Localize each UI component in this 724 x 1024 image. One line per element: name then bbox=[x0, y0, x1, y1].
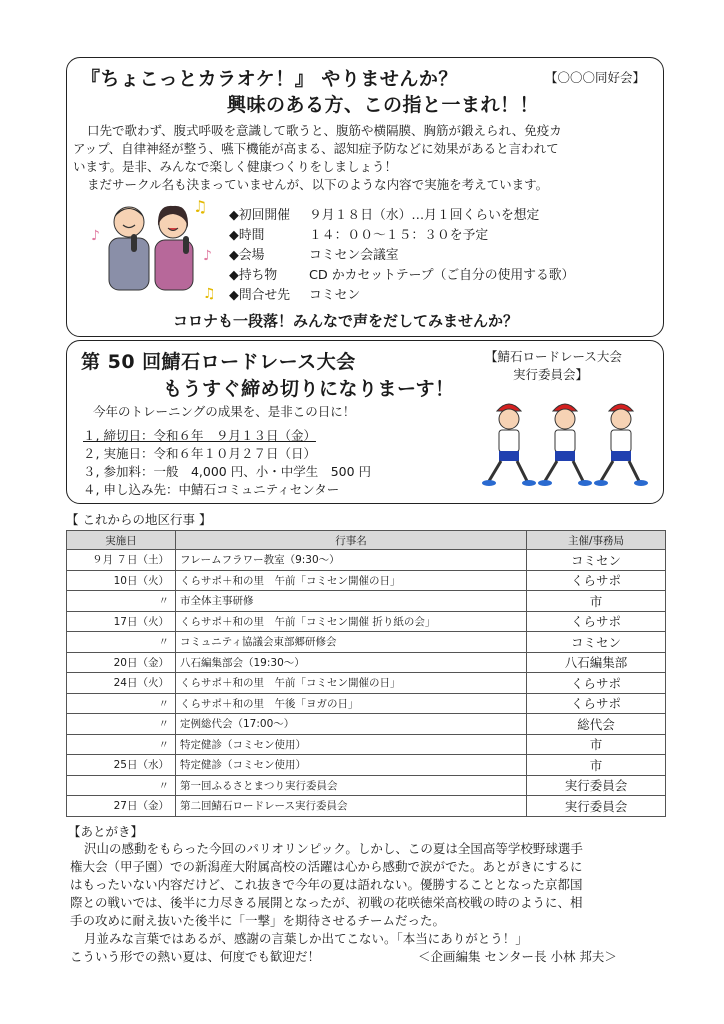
svg-text:♫: ♫ bbox=[193, 198, 208, 216]
event-organizer-cell: 実行委員会 bbox=[527, 775, 666, 796]
event-name-cell: フレームフラワー教室（9:30～） bbox=[176, 550, 527, 571]
event-name-cell: コミュニティ協議会東部郷研修会 bbox=[176, 632, 527, 653]
event-date-cell: 10日（火） bbox=[67, 570, 176, 591]
afterword-line-7: こういう形での熱い夏は、何度でも歓迎だ！ bbox=[70, 949, 321, 964]
events-body bbox=[67, 550, 666, 817]
event-organizer-cell: 市 bbox=[527, 591, 666, 612]
table-row bbox=[67, 632, 666, 653]
table-row bbox=[67, 755, 666, 776]
karaoke-title-line1: 『ちょこっとカラオケ！』 やりませんか？ bbox=[81, 68, 458, 90]
event-date-cell: 17日（火） bbox=[67, 611, 176, 632]
table-row bbox=[67, 734, 666, 755]
event-organizer-cell: くらサポ bbox=[527, 693, 666, 714]
table-row bbox=[67, 673, 666, 694]
afterword-line-6: 月並みな言葉ではあるが、感謝の言葉しか出てこない。「本当にありがとう！」 bbox=[84, 931, 528, 946]
event-date-cell: 〃 bbox=[67, 693, 176, 714]
column-header-organizer: 主催/事務局 bbox=[527, 531, 666, 550]
detail-contact-label: ◆問合せ先 bbox=[229, 288, 291, 303]
event-organizer-cell: くらサポ bbox=[527, 611, 666, 632]
detail-time-value: １４：００～１５：３０を予定 bbox=[309, 228, 489, 243]
karaoke-body-line-2: アップ、自律神経が整う、嚥下機能が高まる、認知症予防などに効果があると言われて bbox=[73, 141, 559, 156]
events-heading: 【 これからの地区行事 】 bbox=[66, 512, 212, 527]
afterword-signature: ＜企画編集 センター長 小林 邦夫＞ bbox=[418, 949, 617, 964]
svg-text:♪: ♪ bbox=[91, 228, 100, 244]
afterword-line-2: 権大会（甲子園）での新潟産大附属高校の活躍は心から感動で涙がでた。あとがきにするに bbox=[70, 859, 583, 874]
race-fee: ３, 参加料：一般 4,000 円、小・中学生 500 円 bbox=[83, 464, 372, 479]
event-name-cell: 第二回鯖石ロードレース実行委員会 bbox=[176, 796, 527, 817]
detail-bring-label: ◆持ち物 bbox=[229, 268, 278, 283]
table-row bbox=[67, 570, 666, 591]
svg-text:♫: ♫ bbox=[203, 286, 216, 302]
table-row bbox=[67, 550, 666, 571]
event-date-cell: 〃 bbox=[67, 734, 176, 755]
event-name-cell: 特定健診（コミセン使用） bbox=[176, 734, 527, 755]
afterword-line-1: 沢山の感動をもらった今回のパリオリンピック。しかし、この夏は全国高等学校野球選手 bbox=[84, 841, 583, 856]
karaoke-organizer: 【〇〇〇同好会】 bbox=[545, 70, 646, 85]
event-date-cell: 〃 bbox=[67, 714, 176, 735]
table-row bbox=[67, 693, 666, 714]
afterword-line-3: はもったいない内容だけど、これ抜きで今年の夏は語れない。優勝することとなった京都国 bbox=[70, 877, 583, 892]
event-name-cell: くらサポ＋和の里 午前「コミセン開催 折り紙の会」 bbox=[176, 611, 527, 632]
karaoke-body-line-4: まだサークル名も決まっていませんが、以下のような内容で実施を考えています。 bbox=[87, 177, 549, 192]
event-organizer-cell: 実行委員会 bbox=[527, 796, 666, 817]
race-apply-to: ４, 申し込み先：中鯖石コミュニティセンター bbox=[83, 482, 340, 497]
event-organizer-cell: くらサポ bbox=[527, 673, 666, 694]
event-date-cell: 27日（金） bbox=[67, 796, 176, 817]
event-name-cell: くらサポ＋和の里 午前「コミセン開催の日」 bbox=[176, 673, 527, 694]
event-organizer-cell: コミセン bbox=[527, 632, 666, 653]
karaoke-footer: コロナも一段落！みんなで声をだしてみませんか？ bbox=[173, 312, 519, 330]
event-date-cell: 〃 bbox=[67, 591, 176, 612]
afterword-heading: 【あとがき】 bbox=[68, 824, 144, 839]
detail-contact-value: コミセン bbox=[309, 288, 361, 303]
event-organizer-cell: 総代会 bbox=[527, 714, 666, 735]
karaoke-section bbox=[66, 57, 664, 337]
event-date-cell: 24日（火） bbox=[67, 673, 176, 694]
detail-venue-value: コミセン会議室 bbox=[309, 248, 399, 263]
race-organizer-line1: 【鯖石ロードレース大会 bbox=[485, 349, 622, 364]
race-title-line2: もうすぐ締め切りになりまーす！ bbox=[163, 378, 455, 400]
event-organizer-cell: 八石編集部 bbox=[527, 652, 666, 673]
karaoke-body-line-3: います。是非、みんなで楽しく健康つくりをしましょう！ bbox=[73, 159, 398, 174]
events-header-row bbox=[67, 531, 666, 550]
event-organizer-cell: 市 bbox=[527, 755, 666, 776]
event-organizer-cell: 市 bbox=[527, 734, 666, 755]
events-table bbox=[66, 530, 666, 817]
singers-illustration bbox=[91, 198, 219, 302]
event-date-cell: 〃 bbox=[67, 632, 176, 653]
column-header-event: 行事名 bbox=[176, 531, 527, 550]
svg-text:♪: ♪ bbox=[203, 248, 212, 264]
detail-first-value: ９月１８日（水）…月１回くらいを想定 bbox=[309, 208, 540, 223]
table-row bbox=[67, 714, 666, 735]
race-lead: 今年のトレーニングの成果を、是非この日に！ bbox=[93, 404, 356, 419]
event-date-cell: 20日（金） bbox=[67, 652, 176, 673]
table-row bbox=[67, 775, 666, 796]
detail-venue-label: ◆会場 bbox=[229, 248, 265, 263]
event-date-cell: ９月 ７日（土） bbox=[67, 550, 176, 571]
event-name-cell: 市全体主事研修 bbox=[176, 591, 527, 612]
event-name-cell: くらサポ＋和の里 午前「コミセン開催の日」 bbox=[176, 570, 527, 591]
race-deadline: １, 締切日：令和６年 ９月１３日（金） bbox=[83, 428, 316, 443]
race-title-line1: 第 50 回鯖石ロードレース大会 bbox=[81, 351, 356, 373]
road-race-section bbox=[66, 340, 664, 504]
race-organizer-line2: 実行委員会】 bbox=[513, 367, 589, 382]
detail-time-label: ◆時間 bbox=[229, 228, 265, 243]
event-name-cell: くらサポ＋和の里 午後「ヨガの日」 bbox=[176, 693, 527, 714]
karaoke-title-line2: 興味のある方、この指と一まれ！！ bbox=[227, 94, 540, 116]
event-organizer-cell: コミセン bbox=[527, 550, 666, 571]
afterword-line-5: 手の攻めに耐え抜いた後半に「一撃」を期待させるチームだった。 bbox=[70, 913, 446, 928]
karaoke-body-line-1: 口先で歌わず、腹式呼吸を意識して歌うと、腹筋や横隔膜、胸筋が鍛えられ、免疫カ bbox=[87, 123, 562, 138]
table-row bbox=[67, 591, 666, 612]
events-table-wrap bbox=[66, 530, 666, 817]
event-name-cell: 第一回ふるさとまつり実行委員会 bbox=[176, 775, 527, 796]
event-date-cell: 25日（水） bbox=[67, 755, 176, 776]
event-name-cell: 定例総代会（17:00～） bbox=[176, 714, 527, 735]
event-organizer-cell: くらサポ bbox=[527, 570, 666, 591]
column-header-date: 実施日 bbox=[67, 531, 176, 550]
table-row bbox=[67, 611, 666, 632]
runners-illustration bbox=[479, 397, 655, 497]
table-row bbox=[67, 652, 666, 673]
event-date-cell: 〃 bbox=[67, 775, 176, 796]
afterword-line-4: 際との戦いでは、後半に力尽きる展開となったが、初戦の花咲徳栄高校戦の時のように、相 bbox=[70, 895, 583, 910]
event-name-cell: 八石編集部会（19:30～） bbox=[176, 652, 527, 673]
detail-bring-value: CD かカセットテープ（ご自分の使用する歌） bbox=[309, 268, 575, 283]
race-date: ２, 実施日：令和６年１０月２７日（日） bbox=[83, 446, 316, 461]
table-row bbox=[67, 796, 666, 817]
event-name-cell: 特定健診（コミセン使用） bbox=[176, 755, 527, 776]
detail-first-label: ◆初回開催 bbox=[229, 208, 291, 223]
